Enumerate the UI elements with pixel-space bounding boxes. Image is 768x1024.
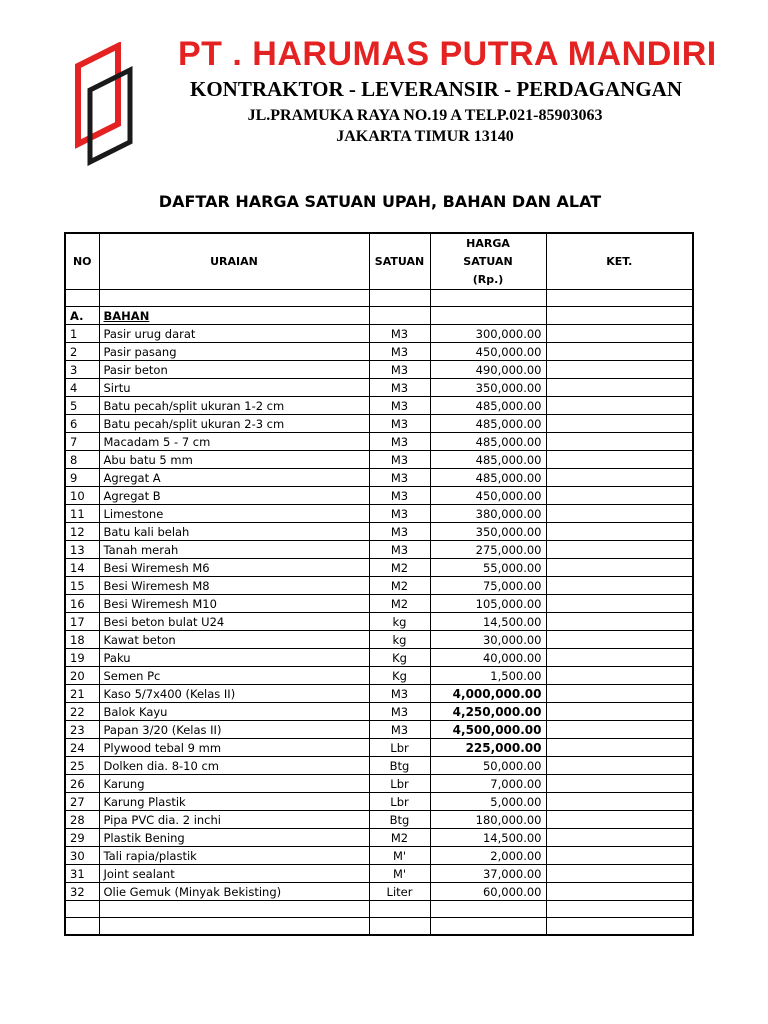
- row-ket: [546, 685, 693, 703]
- row-price: 485,000.00: [430, 469, 546, 487]
- row-unit: M3: [369, 685, 430, 703]
- table-row: [65, 793, 693, 811]
- row-unit: Lbr: [369, 775, 430, 793]
- row-ket: [546, 505, 693, 523]
- row-ket: [546, 469, 693, 487]
- row-item: Tanah merah: [99, 541, 369, 559]
- row-price: 490,000.00: [430, 361, 546, 379]
- row-item: Plastik Bening: [99, 829, 369, 847]
- row-item: Abu batu 5 mm: [99, 451, 369, 469]
- table-row: [65, 559, 693, 577]
- table-row: [65, 883, 693, 901]
- row-unit: M3: [369, 469, 430, 487]
- row-item: Tali rapia/plastik: [99, 847, 369, 865]
- row-price: 2,000.00: [430, 847, 546, 865]
- row-unit: Kg: [369, 649, 430, 667]
- row-no: 12: [65, 523, 99, 541]
- row-item: Joint sealant: [99, 865, 369, 883]
- row-item: Pasir pasang: [99, 343, 369, 361]
- row-item: Pasir beton: [99, 361, 369, 379]
- company-name: PT . HARUMAS PUTRA MANDIRI: [178, 35, 717, 73]
- row-no: 27: [65, 793, 99, 811]
- row-unit: M3: [369, 325, 430, 343]
- header-harga-line1: HARGA: [466, 236, 510, 250]
- row-ket: [546, 361, 693, 379]
- table-row: [65, 757, 693, 775]
- logo-black-parallelogram: [90, 70, 130, 162]
- row-ket: [546, 793, 693, 811]
- row-ket: [546, 541, 693, 559]
- section-code: A.: [65, 307, 99, 325]
- row-item: Pasir urug darat: [99, 325, 369, 343]
- row-unit: M2: [369, 595, 430, 613]
- table-row: [65, 649, 693, 667]
- row-price: 37,000.00: [430, 865, 546, 883]
- table-row: [65, 595, 693, 613]
- row-no: 6: [65, 415, 99, 433]
- row-unit: kg: [369, 613, 430, 631]
- table-row: [65, 379, 693, 397]
- row-ket: [546, 559, 693, 577]
- row-price: 5,000.00: [430, 793, 546, 811]
- row-price: 485,000.00: [430, 415, 546, 433]
- row-ket: [546, 523, 693, 541]
- row-no: 2: [65, 343, 99, 361]
- row-item: Karung Plastik: [99, 793, 369, 811]
- row-ket: [546, 397, 693, 415]
- row-item: Batu pecah/split ukuran 2-3 cm: [99, 415, 369, 433]
- row-item: Macadam 5 - 7 cm: [99, 433, 369, 451]
- row-item: Papan 3/20 (Kelas II): [99, 721, 369, 739]
- row-price: 225,000.00: [430, 739, 546, 757]
- row-item: Kaso 5/7x400 (Kelas II): [99, 685, 369, 703]
- row-ket: [546, 325, 693, 343]
- table-row: [65, 685, 693, 703]
- row-price: 4,250,000.00: [430, 703, 546, 721]
- row-price: 275,000.00: [430, 541, 546, 559]
- table-row: [65, 667, 693, 685]
- row-unit: kg: [369, 631, 430, 649]
- header-uraian: URAIAN: [99, 233, 369, 290]
- row-ket: [546, 649, 693, 667]
- row-ket: [546, 847, 693, 865]
- row-unit: Kg: [369, 667, 430, 685]
- row-no: 8: [65, 451, 99, 469]
- row-item: Karung: [99, 775, 369, 793]
- row-no: 15: [65, 577, 99, 595]
- row-no: 31: [65, 865, 99, 883]
- row-unit: M2: [369, 577, 430, 595]
- document-title: DAFTAR HARGA SATUAN UPAH, BAHAN DAN ALAT: [158, 192, 602, 211]
- row-item: Besi Wiremesh M6: [99, 559, 369, 577]
- table-row: [65, 847, 693, 865]
- row-no: 11: [65, 505, 99, 523]
- row-no: 13: [65, 541, 99, 559]
- table-row: [65, 343, 693, 361]
- row-item: Batu kali belah: [99, 523, 369, 541]
- row-ket: [546, 703, 693, 721]
- row-price: 180,000.00: [430, 811, 546, 829]
- row-price: 4,500,000.00: [430, 721, 546, 739]
- row-ket: [546, 595, 693, 613]
- logo-red-parallelogram: [78, 46, 118, 144]
- row-unit: M3: [369, 397, 430, 415]
- row-price: 450,000.00: [430, 487, 546, 505]
- row-item: Agregat B: [99, 487, 369, 505]
- row-price: 4,000,000.00: [430, 685, 546, 703]
- row-no: 7: [65, 433, 99, 451]
- row-item: Batu pecah/split ukuran 1-2 cm: [99, 397, 369, 415]
- row-no: 21: [65, 685, 99, 703]
- table-row: [65, 397, 693, 415]
- row-ket: [546, 739, 693, 757]
- row-item: Dolken dia. 8-10 cm: [99, 757, 369, 775]
- header-harga-satuan: [430, 233, 546, 290]
- row-unit: M3: [369, 451, 430, 469]
- row-unit: M2: [369, 559, 430, 577]
- row-unit: Liter: [369, 883, 430, 901]
- row-unit: M3: [369, 721, 430, 739]
- company-logo: [74, 42, 144, 166]
- row-no: 25: [65, 757, 99, 775]
- row-price: 1,500.00: [430, 667, 546, 685]
- row-ket: [546, 757, 693, 775]
- row-price: 485,000.00: [430, 397, 546, 415]
- row-no: 5: [65, 397, 99, 415]
- row-unit: Lbr: [369, 793, 430, 811]
- table-row: [65, 721, 693, 739]
- header-satuan: SATUAN: [369, 233, 430, 290]
- table-row: [65, 577, 693, 595]
- table-row: [65, 487, 693, 505]
- row-ket: [546, 379, 693, 397]
- header-harga-line2: SATUAN: [463, 254, 513, 268]
- row-ket: [546, 865, 693, 883]
- row-unit: M3: [369, 505, 430, 523]
- table-row: [65, 703, 693, 721]
- table-row: [65, 451, 693, 469]
- section-row: [65, 307, 693, 325]
- row-no: 19: [65, 649, 99, 667]
- row-unit: M3: [369, 415, 430, 433]
- row-no: 16: [65, 595, 99, 613]
- row-item: Pipa PVC dia. 2 inchi: [99, 811, 369, 829]
- row-price: 105,000.00: [430, 595, 546, 613]
- row-price: 450,000.00: [430, 343, 546, 361]
- row-price: 485,000.00: [430, 433, 546, 451]
- row-no: 24: [65, 739, 99, 757]
- row-no: 18: [65, 631, 99, 649]
- company-address-line2: JAKARTA TIMUR 13140: [336, 128, 514, 145]
- row-ket: [546, 343, 693, 361]
- row-item: Agregat A: [99, 469, 369, 487]
- row-unit: Btg: [369, 757, 430, 775]
- table-row: [65, 739, 693, 757]
- row-no: 22: [65, 703, 99, 721]
- row-no: 23: [65, 721, 99, 739]
- row-ket: [546, 721, 693, 739]
- row-item: Balok Kayu: [99, 703, 369, 721]
- row-unit: Lbr: [369, 739, 430, 757]
- table-row: [65, 325, 693, 343]
- row-unit: M3: [369, 541, 430, 559]
- price-table: [64, 232, 694, 936]
- row-price: 7,000.00: [430, 775, 546, 793]
- table-row: [65, 523, 693, 541]
- row-no: 9: [65, 469, 99, 487]
- blank-row: [65, 901, 693, 918]
- row-price: 75,000.00: [430, 577, 546, 595]
- blank-row: [65, 918, 693, 936]
- table-row: [65, 865, 693, 883]
- row-no: 3: [65, 361, 99, 379]
- row-ket: [546, 487, 693, 505]
- row-price: 14,500.00: [430, 613, 546, 631]
- row-ket: [546, 775, 693, 793]
- row-price: 350,000.00: [430, 379, 546, 397]
- row-no: 28: [65, 811, 99, 829]
- row-ket: [546, 883, 693, 901]
- row-ket: [546, 811, 693, 829]
- row-price: 55,000.00: [430, 559, 546, 577]
- header-harga-line3: (Rp.): [472, 272, 504, 286]
- row-price: 50,000.00: [430, 757, 546, 775]
- row-no: 20: [65, 667, 99, 685]
- row-price: 14,500.00: [430, 829, 546, 847]
- row-item: Limestone: [99, 505, 369, 523]
- section-name: BAHAN: [99, 307, 369, 325]
- row-item: Sirtu: [99, 379, 369, 397]
- row-no: 10: [65, 487, 99, 505]
- row-unit: M3: [369, 487, 430, 505]
- row-item: Besi Wiremesh M10: [99, 595, 369, 613]
- row-item: Olie Gemuk (Minyak Bekisting): [99, 883, 369, 901]
- company-address-line1: JL.PRAMUKA RAYA NO.19 A TELP.021-85903063: [247, 107, 603, 124]
- row-no: 29: [65, 829, 99, 847]
- table-row: [65, 811, 693, 829]
- row-no: 14: [65, 559, 99, 577]
- row-ket: [546, 613, 693, 631]
- company-tagline: KONTRAKTOR - LEVERANSIR - PERDAGANGAN: [190, 77, 682, 101]
- table-row: [65, 613, 693, 631]
- row-price: 350,000.00: [430, 523, 546, 541]
- row-ket: [546, 577, 693, 595]
- header-no: NO: [65, 233, 99, 290]
- row-ket: [546, 631, 693, 649]
- table-header-row: [65, 233, 693, 290]
- row-unit: M': [369, 865, 430, 883]
- row-no: 4: [65, 379, 99, 397]
- blank-row: [65, 290, 693, 307]
- table-row: [65, 829, 693, 847]
- row-price: 380,000.00: [430, 505, 546, 523]
- row-price: 485,000.00: [430, 451, 546, 469]
- row-no: 1: [65, 325, 99, 343]
- row-item: Besi beton bulat U24: [99, 613, 369, 631]
- row-unit: M3: [369, 523, 430, 541]
- table-row: [65, 361, 693, 379]
- row-price: 30,000.00: [430, 631, 546, 649]
- row-unit: M3: [369, 379, 430, 397]
- row-ket: [546, 829, 693, 847]
- row-item: Plywood tebal 9 mm: [99, 739, 369, 757]
- row-item: Paku: [99, 649, 369, 667]
- row-ket: [546, 667, 693, 685]
- row-unit: Btg: [369, 811, 430, 829]
- row-ket: [546, 451, 693, 469]
- table-row: [65, 541, 693, 559]
- table-row: [65, 631, 693, 649]
- row-item: Besi Wiremesh M8: [99, 577, 369, 595]
- row-no: 26: [65, 775, 99, 793]
- table-row: [65, 415, 693, 433]
- row-price: 40,000.00: [430, 649, 546, 667]
- row-unit: M3: [369, 343, 430, 361]
- row-no: 30: [65, 847, 99, 865]
- row-price: 60,000.00: [430, 883, 546, 901]
- row-unit: M': [369, 847, 430, 865]
- table-row: [65, 775, 693, 793]
- row-unit: M2: [369, 829, 430, 847]
- row-ket: [546, 415, 693, 433]
- row-item: Semen Pc: [99, 667, 369, 685]
- row-no: 17: [65, 613, 99, 631]
- row-unit: M3: [369, 361, 430, 379]
- table-row: [65, 433, 693, 451]
- row-unit: M3: [369, 703, 430, 721]
- row-unit: M3: [369, 433, 430, 451]
- table-row: [65, 505, 693, 523]
- row-item: Kawat beton: [99, 631, 369, 649]
- row-ket: [546, 433, 693, 451]
- row-no: 32: [65, 883, 99, 901]
- table-row: [65, 469, 693, 487]
- header-ket: KET.: [546, 233, 693, 290]
- row-price: 300,000.00: [430, 325, 546, 343]
